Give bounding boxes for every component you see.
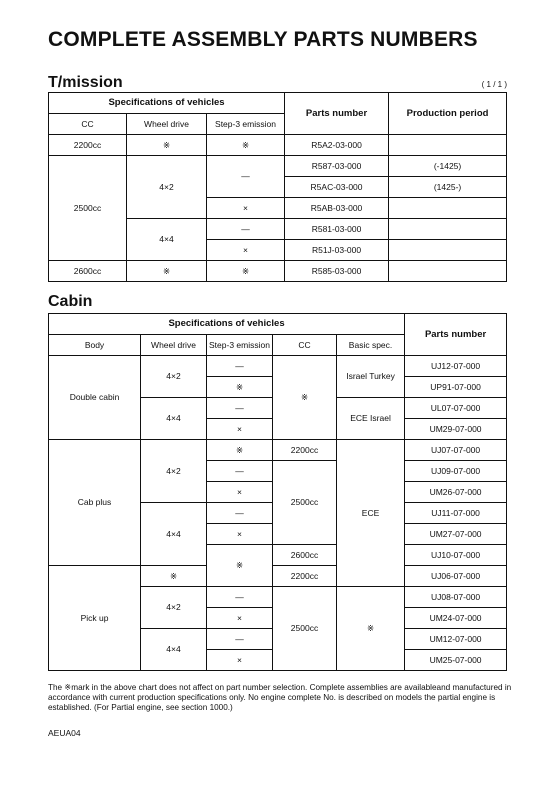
wheel-drive-cell: ※ [127, 135, 207, 156]
step3-cell: — [207, 156, 285, 198]
parts-number-cell: UJ11-07-000 [405, 503, 507, 524]
step3-cell: × [207, 524, 273, 545]
parts-number-cell: R5A2-03-000 [285, 135, 389, 156]
page-number: ( 1 / 1 ) [481, 80, 507, 89]
spec-header: Specifications of vehicles [49, 314, 405, 335]
parts-number-cell: UJ09-07-000 [405, 461, 507, 482]
production-period-header: Production period [389, 93, 507, 135]
wheel-drive-cell: 4×2 [141, 587, 207, 629]
parts-number-cell: R585-03-000 [285, 261, 389, 282]
wheel-drive-cell: 4×2 [141, 356, 207, 398]
footnote: The ※mark in the above chart does not affect on part number selection. Complete assemblies are availableand manufactured in accordance with current production specifications only. No engine complete No. is described on models the partial engine is established. (For Partial engine, see section 1000.) [48, 683, 512, 712]
parts-number-cell: R5AB-03-000 [285, 198, 389, 219]
parts-number-cell: UJ10-07-000 [405, 545, 507, 566]
parts-number-cell: UM25-07-000 [405, 650, 507, 671]
parts-number-header: Parts number [405, 314, 507, 356]
parts-number-cell: UM26-07-000 [405, 482, 507, 503]
body-cell: Double cabin [49, 356, 141, 440]
step3-cell: × [207, 650, 273, 671]
step3-cell: × [207, 240, 285, 261]
parts-number-cell: UJ07-07-000 [405, 440, 507, 461]
basic-spec-cell: ECE [337, 440, 405, 587]
basic-spec-header: Basic spec. [337, 335, 405, 356]
step3-cell: × [207, 419, 273, 440]
wheel-drive-header: Wheel drive [127, 114, 207, 135]
document-code: AEUA04 [48, 728, 81, 738]
cabin-table [48, 313, 507, 671]
wheel-drive-cell: 4×4 [141, 398, 207, 440]
cc-cell: 2200cc [273, 566, 337, 587]
step3-cell: ※ [207, 545, 273, 587]
parts-number-cell: UL07-07-000 [405, 398, 507, 419]
basic-spec-cell: Israel Turkey [337, 356, 405, 398]
step3-cell: ※ [207, 440, 273, 461]
parts-number-cell: R581-03-000 [285, 219, 389, 240]
parts-number-cell: UM27-07-000 [405, 524, 507, 545]
cc-cell: 2200cc [273, 440, 337, 461]
step3-cell: — [207, 461, 273, 482]
parts-number-cell: UP91-07-000 [405, 377, 507, 398]
wheel-drive-cell: 4×4 [141, 503, 207, 566]
production-period-cell [389, 261, 507, 282]
step3-cell: — [207, 356, 273, 377]
page-title: COMPLETE ASSEMBLY PARTS NUMBERS [48, 28, 478, 51]
parts-number-cell: UJ06-07-000 [405, 566, 507, 587]
parts-number-cell: R587-03-000 [285, 156, 389, 177]
cc-cell: 2500cc [273, 587, 337, 671]
step3-cell: × [207, 198, 285, 219]
wheel-drive-cell: 4×4 [127, 219, 207, 261]
production-period-cell: (-1425) [389, 156, 507, 177]
parts-number-cell: UM24-07-000 [405, 608, 507, 629]
cc-cell: 2600cc [273, 545, 337, 566]
parts-number-cell: UM12-07-000 [405, 629, 507, 650]
cc-cell: ※ [273, 356, 337, 440]
basic-spec-cell: ※ [337, 587, 405, 671]
parts-number-cell: UM29-07-000 [405, 419, 507, 440]
production-period-cell: (1425-) [389, 177, 507, 198]
step3-cell: — [207, 398, 273, 419]
cc-header: CC [273, 335, 337, 356]
body-cell: Cab plus [49, 440, 141, 566]
step3-cell: — [207, 587, 273, 608]
production-period-cell [389, 135, 507, 156]
wheel-drive-header: Wheel drive [141, 335, 207, 356]
spec-header: Specifications of vehicles [49, 93, 285, 114]
cc-cell: 2500cc [49, 156, 127, 261]
wheel-drive-cell: 4×2 [141, 440, 207, 503]
parts-number-cell: UJ12-07-000 [405, 356, 507, 377]
production-period-cell [389, 240, 507, 261]
body-header: Body [49, 335, 141, 356]
step3-cell: — [207, 219, 285, 240]
basic-spec-cell: ECE Israel [337, 398, 405, 440]
cc-cell: 2500cc [273, 461, 337, 545]
transmission-heading: T/mission [48, 74, 123, 91]
wheel-drive-cell: 4×2 [127, 156, 207, 219]
cc-header: CC [49, 114, 127, 135]
wheel-drive-cell: ※ [127, 261, 207, 282]
step3-cell: × [207, 608, 273, 629]
production-period-cell [389, 198, 507, 219]
step3-header: Step-3 emission [207, 335, 273, 356]
parts-number-cell: R51J-03-000 [285, 240, 389, 261]
step3-cell: ※ [207, 377, 273, 398]
cc-cell: 2600cc [49, 261, 127, 282]
parts-number-cell: R5AC-03-000 [285, 177, 389, 198]
step3-cell: — [207, 629, 273, 650]
cabin-heading: Cabin [48, 293, 93, 310]
step3-cell: ※ [207, 135, 285, 156]
step3-header: Step-3 emission [207, 114, 285, 135]
step3-cell: ※ [207, 261, 285, 282]
cc-cell: 2200cc [49, 135, 127, 156]
production-period-cell [389, 219, 507, 240]
parts-number-header: Parts number [285, 93, 389, 135]
step3-cell: × [207, 482, 273, 503]
wheel-drive-cell: ※ [141, 566, 207, 587]
transmission-table [48, 92, 507, 282]
step3-cell: — [207, 503, 273, 524]
wheel-drive-cell: 4×4 [141, 629, 207, 671]
body-cell: Pick up [49, 566, 141, 671]
parts-number-cell: UJ08-07-000 [405, 587, 507, 608]
